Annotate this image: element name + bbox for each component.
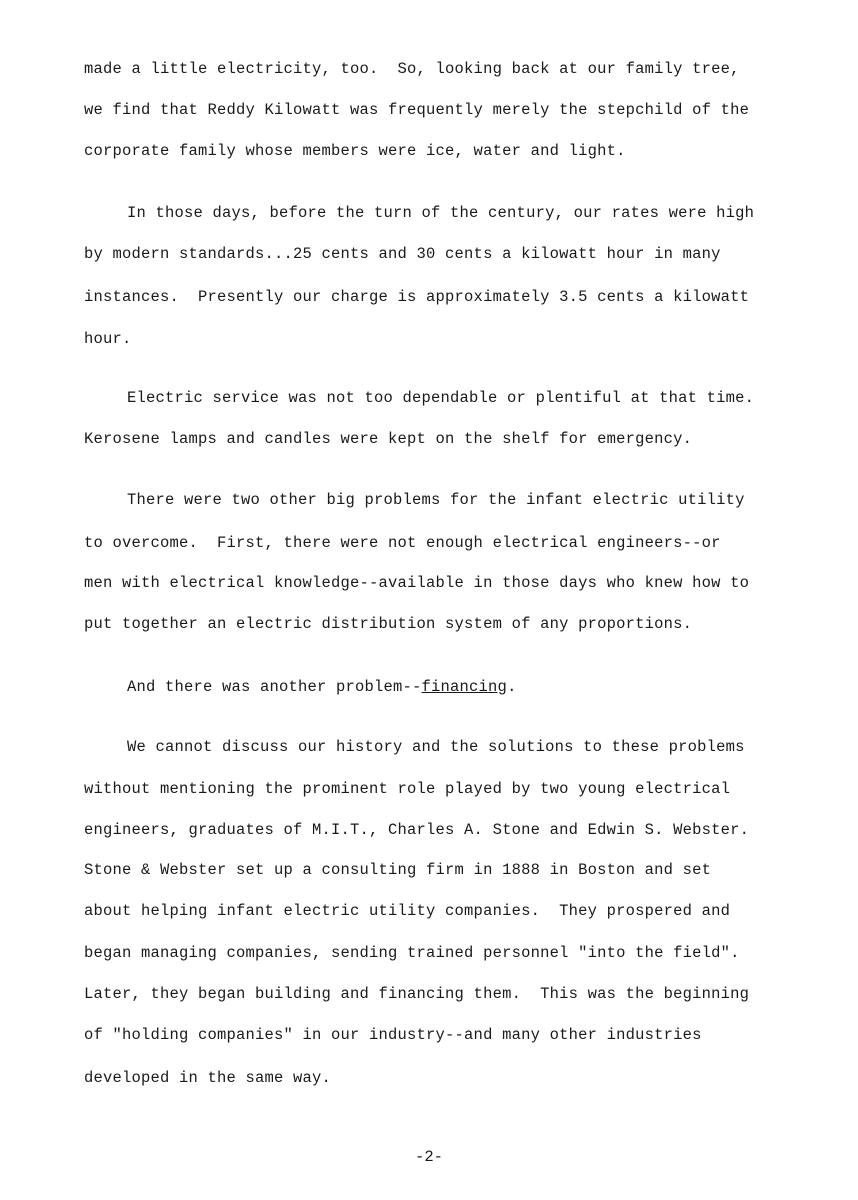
text-line: without mentioning the prominent role played by two young electrical <box>84 780 731 798</box>
text-line: we find that Reddy Kilowatt was frequently merely the stepchild of the <box>84 101 750 119</box>
text-line: engineers, graduates of M.I.T., Charles A. Stone and Edwin S. Webster. <box>84 821 750 839</box>
text-line <box>127 677 517 697</box>
text-line: put together an electric distribution system of any proportions. <box>84 615 693 633</box>
text-line: We cannot discuss our history and the solutions to these problems <box>127 738 745 756</box>
text-line: made a little electricity, too. So, looking back at our family tree, <box>84 60 740 78</box>
text-line: began managing companies, sending trained personnel "into the field". <box>84 944 740 962</box>
text-line: to overcome. First, there were not enough electrical engineers--or <box>84 534 721 552</box>
underlined-word: financing <box>421 678 508 696</box>
text-span: . <box>507 678 517 696</box>
text-line: men with electrical knowledge--available in those days who knew how to <box>84 574 750 592</box>
text-line: about helping infant electric utility companies. They prospered and <box>84 902 731 920</box>
text-line: Kerosene lamps and candles were kept on the shelf for emergency. <box>84 430 693 448</box>
text-line: hour. <box>84 330 132 348</box>
text-line: instances. Presently our charge is approximately 3.5 cents a kilowatt <box>84 288 750 306</box>
text-line: There were two other big problems for the infant electric utility <box>127 491 745 509</box>
text-line: Later, they began building and financing them. This was the beginning <box>84 985 750 1003</box>
text-line: In those days, before the turn of the century, our rates were high <box>127 204 755 222</box>
text-line: of "holding companies" in our industry--and many other industries <box>84 1026 702 1044</box>
text-line: corporate family whose members were ice, water and light. <box>84 142 626 160</box>
text-line: Electric service was not too dependable or plentiful at that time. <box>127 389 755 407</box>
text-line: Stone & Webster set up a consulting firm in 1888 in Boston and set <box>84 861 712 879</box>
text-line: developed in the same way. <box>84 1069 332 1087</box>
text-span: And there was another problem-- <box>127 678 422 696</box>
page-number: -2- <box>415 1148 443 1166</box>
text-line: by modern standards...25 cents and 30 cents a kilowatt hour in many <box>84 245 721 263</box>
